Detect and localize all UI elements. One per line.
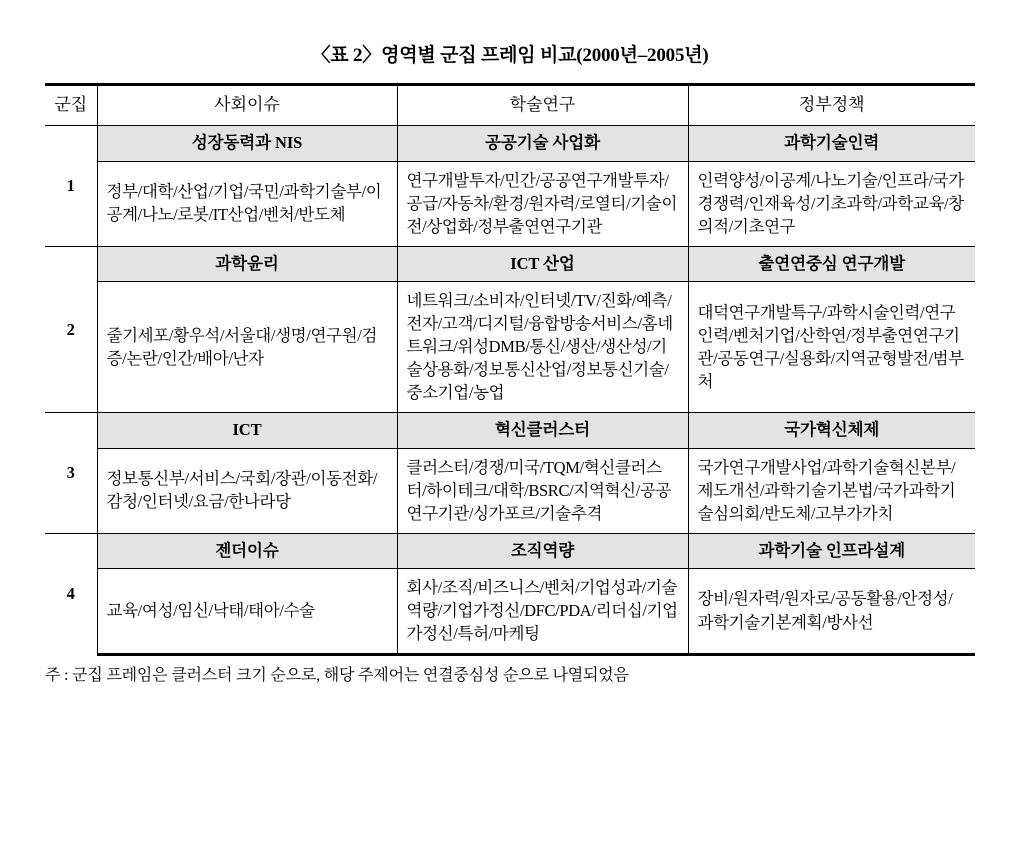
frame-label-row: [45, 246, 975, 281]
column-header-academic-research: 학술연구: [397, 84, 688, 126]
frame-label-academic-research: 조직역량: [397, 533, 688, 568]
frame-label-government-policy: 과학기술인력: [688, 126, 975, 161]
terms-academic-research: 클러스터/경쟁/미국/TQM/혁신클러스터/하이테크/대학/BSRC/지역혁신/공공연구기관/싱가포르/기술추격: [397, 448, 688, 533]
table-header-row: [45, 84, 975, 126]
frame-label-row: [45, 533, 975, 568]
cluster-number-cell: 3: [45, 413, 97, 533]
keyword-terms-row: [45, 281, 975, 412]
frame-label-academic-research: 혁신클러스터: [397, 413, 688, 448]
frame-label-social-issue: 성장동력과 NIS: [97, 126, 397, 161]
cluster-frame-table: [45, 83, 975, 656]
frame-label-row: [45, 126, 975, 161]
table-container: [45, 83, 975, 656]
terms-academic-research: 연구개발투자/민간/공공연구개발투자/공급/자동차/환경/원자력/로열티/기술이전/상업화/정부출연연구기관: [397, 161, 688, 246]
terms-government-policy: 장비/원자력/원자로/공동활용/안정성/과학기술기본계획/방사선: [688, 568, 975, 654]
terms-social-issue: 줄기세포/황우석/서울대/생명/연구원/검증/논란/인간/배아/난자: [97, 281, 397, 412]
cluster-number-cell: 4: [45, 533, 97, 654]
terms-social-issue: 교육/여성/임신/낙태/태아/수술: [97, 568, 397, 654]
frame-label-social-issue: ICT: [97, 413, 397, 448]
table-caption: 〈표 2〉영역별 군집 프레임 비교(2000년–2005년): [311, 45, 709, 66]
terms-social-issue: 정부/대학/산업/기업/국민/과학기술부/이공계/나노/로봇/IT산업/벤처/반도체: [97, 161, 397, 246]
terms-social-issue: 정보통신부/서비스/국회/장관/이동전화/감청/인터넷/요금/한나라당: [97, 448, 397, 533]
keyword-terms-row: [45, 568, 975, 654]
frame-label-social-issue: 과학윤리: [97, 246, 397, 281]
frame-label-government-policy: 과학기술 인프라설계: [688, 533, 975, 568]
column-header-government-policy: 정부정책: [688, 84, 975, 126]
frame-label-academic-research: ICT 산업: [397, 246, 688, 281]
frame-label-row: [45, 413, 975, 448]
terms-academic-research: 네트워크/소비자/인터넷/TV/진화/예측/전자/고객/디지털/융합방송서비스/홈네트워크/위성DMB/통신/생산/생산성/기술상용화/정보통신산업/정보통신기술/중소기업/농업: [397, 281, 688, 412]
terms-government-policy: 대덕연구개발특구/과학시술인력/연구인력/벤처기업/산학연/정부출연연구기관/공동연구/실용화/지역균형발전/범부처: [688, 281, 975, 412]
terms-academic-research: 회사/조직/비즈니스/벤처/기업성과/기술역량/기업가정신/DFC/PDA/리더십/기업가정신/특허/마케팅: [397, 568, 688, 654]
frame-label-academic-research: 공공기술 사업화: [397, 126, 688, 161]
column-header-cluster: 군집: [45, 84, 97, 126]
frame-label-government-policy: 출연연중심 연구개발: [688, 246, 975, 281]
table-note: 주 : 군집 프레임은 클러스터 크기 순으로, 해당 주제어는 연결중심성 순으로 나열되었음: [45, 667, 629, 685]
column-header-social-issue: 사회이슈: [97, 84, 397, 126]
cluster-number-cell: 1: [45, 126, 97, 246]
frame-label-government-policy: 국가혁신체제: [688, 413, 975, 448]
frame-label-social-issue: 젠더이슈: [97, 533, 397, 568]
cluster-number-cell: 2: [45, 246, 97, 413]
terms-government-policy: 인력양성/이공계/나노기술/인프라/국가경쟁력/인재육성/기초과학/과학교육/창의적/기초연구: [688, 161, 975, 246]
keyword-terms-row: [45, 161, 975, 246]
terms-government-policy: 국가연구개발사업/과학기술혁신본부/제도개선/과학기술기본법/국가과학기술심의회/반도체/고부가가치: [688, 448, 975, 533]
keyword-terms-row: [45, 448, 975, 533]
